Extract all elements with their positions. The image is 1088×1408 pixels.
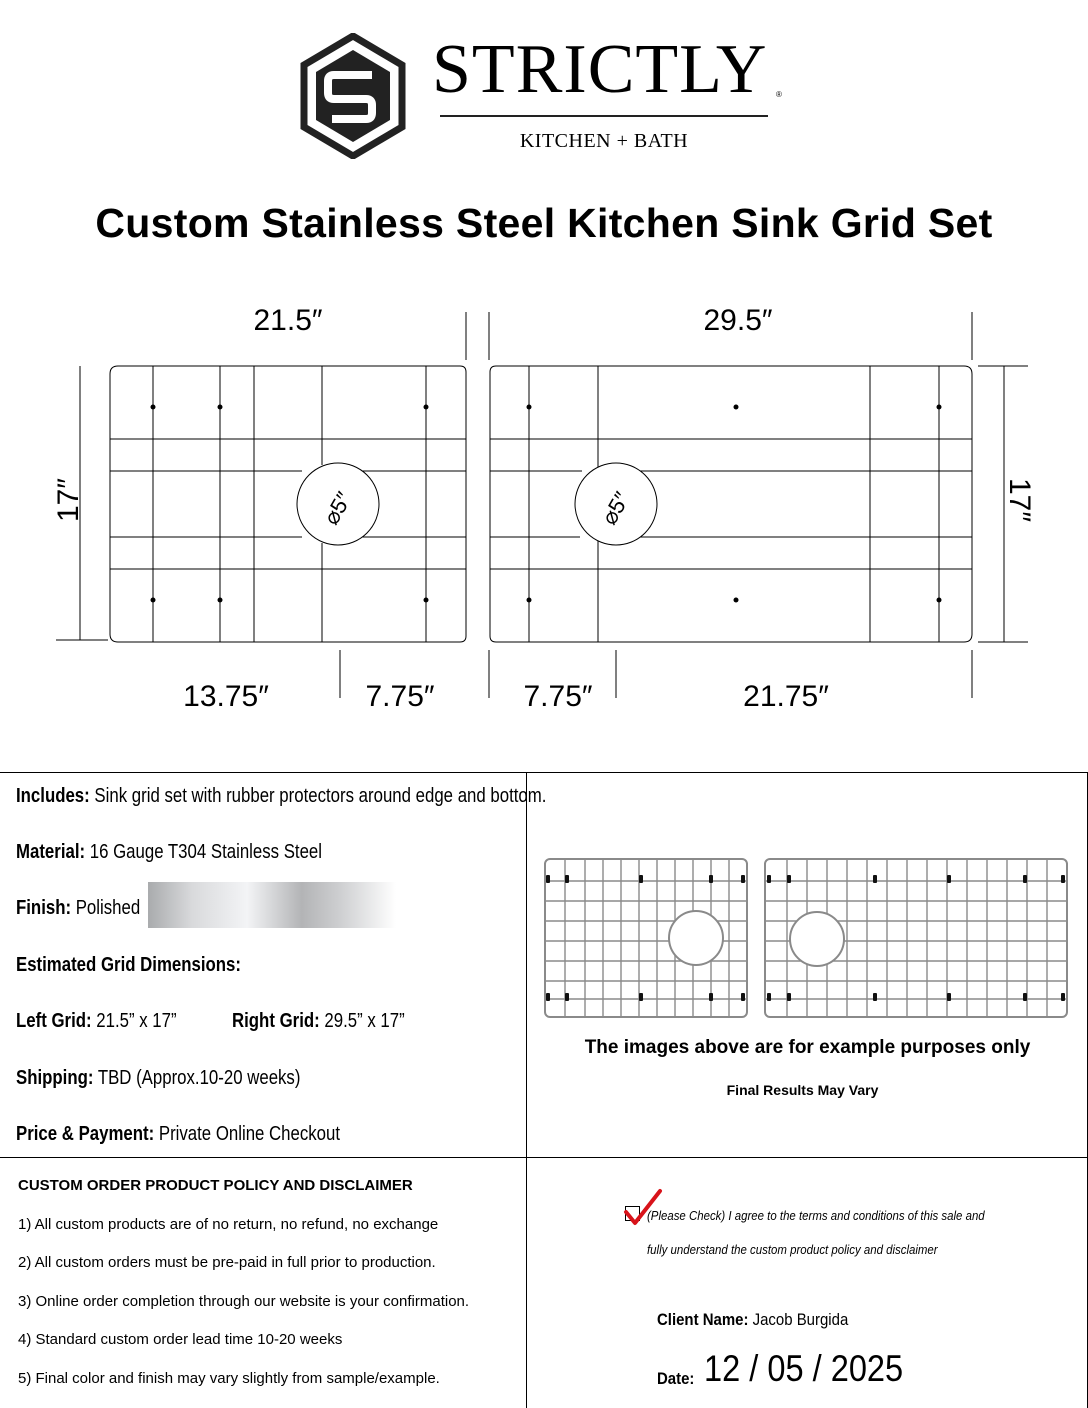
policy-panel bbox=[0, 1157, 527, 1408]
agreement-text-line-1: (Please Check) I agree to the terms and conditions of this sale and bbox=[647, 1208, 985, 1223]
example-panel bbox=[527, 772, 1088, 1157]
left-height-label: 17″ bbox=[52, 478, 85, 522]
left-width-label: 21.5″ bbox=[253, 304, 323, 337]
policy-title: CUSTOM ORDER PRODUCT POLICY AND DISCLAIMER bbox=[18, 1177, 413, 1194]
policy-item: 1) All custom products are of no return, no refund, no exchange bbox=[18, 1216, 439, 1233]
spec-finish: Finish: Polished bbox=[16, 897, 141, 919]
order-info-table bbox=[0, 772, 1088, 1408]
example-disclaimer: The images above are for example purposes only bbox=[584, 1037, 1031, 1058]
results-may-vary-note: Final Results May Vary bbox=[726, 1082, 879, 1098]
right-offset-right-label: 21.75″ bbox=[743, 680, 829, 713]
hexagon-s-logo-icon bbox=[300, 33, 406, 159]
right-offset-left-label: 7.75″ bbox=[523, 680, 593, 713]
policy-item: 4) Standard custom order lead time 10-20 weeks bbox=[18, 1331, 343, 1348]
registered-mark: ® bbox=[776, 90, 782, 99]
spec-right-grid: Right Grid: 29.5” x 17” bbox=[232, 1010, 405, 1032]
spec-material: Material: 16 Gauge T304 Stainless Steel bbox=[16, 841, 323, 863]
spec-includes: Includes: Sink grid set with rubber protectors around edge and bottom. bbox=[16, 785, 547, 807]
policy-item: 3) Online order completion through our website is your confirmation. bbox=[18, 1293, 470, 1310]
date-value: 12 / 05 / 2025 bbox=[704, 1348, 904, 1389]
left-drain-label: ⌀5″ bbox=[318, 487, 357, 529]
policy-item: 5) Final color and finish may vary slightly from sample/example. bbox=[18, 1370, 440, 1387]
brand-tagline: KITCHEN + BATH bbox=[519, 130, 689, 152]
spec-shipping: Shipping: TBD (Approx.10-20 weeks) bbox=[16, 1067, 301, 1089]
right-drain-label: ⌀5″ bbox=[596, 487, 635, 529]
agreement-text-line-2: fully understand the custom product policy and disclaimer bbox=[647, 1242, 938, 1257]
agreement-panel bbox=[527, 1157, 1088, 1408]
spec-panel bbox=[0, 772, 547, 1157]
polished-finish-swatch bbox=[148, 882, 396, 928]
left-offset-left-label: 13.75″ bbox=[183, 680, 269, 713]
spec-price-payment: Price & Payment: Private Online Checkout bbox=[16, 1123, 341, 1145]
spec-dimensions-heading: Estimated Grid Dimensions: bbox=[16, 954, 241, 976]
right-width-label: 29.5″ bbox=[703, 304, 773, 337]
right-height-label: 17″ bbox=[1003, 478, 1036, 522]
example-sink-grids-image bbox=[543, 857, 1073, 1023]
client-name: Client Name: Jacob Burgida bbox=[657, 1310, 849, 1329]
spec-left-grid: Left Grid: 21.5” x 17” bbox=[16, 1010, 177, 1032]
brand-name: STRICTLY bbox=[432, 31, 768, 108]
grid-dimension-drawing bbox=[0, 290, 1088, 730]
brand-divider bbox=[440, 115, 768, 117]
document-title: Custom Stainless Steel Kitchen Sink Grid Set bbox=[95, 200, 993, 246]
left-offset-right-label: 7.75″ bbox=[365, 680, 435, 713]
date-label: Date: bbox=[657, 1369, 695, 1388]
policy-item: 2) All custom orders must be pre-paid in full prior to production. bbox=[18, 1254, 436, 1271]
